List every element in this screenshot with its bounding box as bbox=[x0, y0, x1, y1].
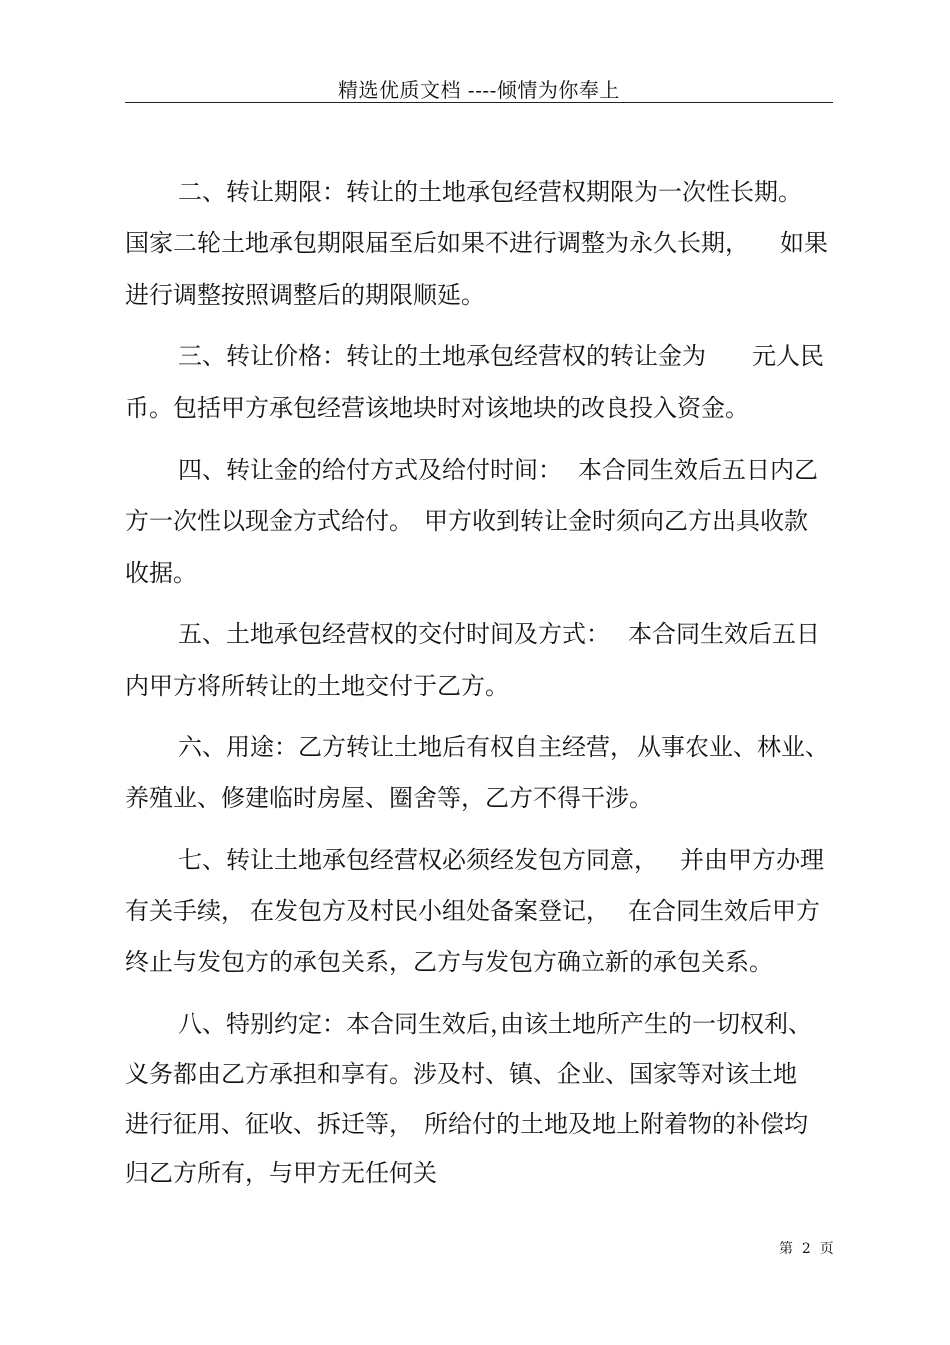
text-line: 五、土地承包经营权的交付时间及方式： bbox=[178, 620, 610, 648]
text-line: 二、转让期限：转让的土地承包经营权期限为一次性长期。 bbox=[178, 178, 802, 206]
text-line: 方一次性以现金方式给付。 bbox=[125, 507, 413, 535]
text-line: 从事农业、林业、 bbox=[637, 733, 829, 761]
text-line: 收据。 bbox=[125, 559, 197, 587]
text-line: 七、转让土地承包经营权必须经发包方同意， bbox=[178, 846, 658, 874]
text-line: 养殖业、修建临时房屋、圈舍等，乙方不得干涉。 bbox=[125, 784, 653, 812]
text-line: 币。包括甲方承包经营该地块时对该地块的改良投入资金。 bbox=[125, 394, 749, 422]
text-line: 三、转让价格：转让的土地承包经营权的转让金为 bbox=[178, 342, 706, 370]
text-line: 有关手续， bbox=[125, 897, 245, 925]
text-line: 甲方收到转让金时须向乙方出具收款 bbox=[424, 507, 808, 535]
text-line: 八、特别约定：本合同生效后， bbox=[178, 1010, 514, 1038]
text-line: 内甲方将所转让的土地交付于乙方。 bbox=[125, 672, 509, 700]
text-line: 终止与发包方的承包关系，乙方与发包方确立新的承包关系。 bbox=[125, 948, 773, 976]
text-line: 由该土地所产生的一切权利、 bbox=[500, 1010, 812, 1038]
text-line: 并由甲方办理 bbox=[680, 846, 824, 874]
text-line: 进行征用、征收、拆迁等， bbox=[125, 1110, 413, 1138]
text-line: 如果 bbox=[780, 229, 828, 257]
text-line: 本合同生效后五日 bbox=[628, 620, 820, 648]
text-line: 四、转让金的给付方式及给付时间： bbox=[178, 456, 562, 484]
page-number: 第 2 页 bbox=[779, 1241, 834, 1257]
text-line: 国家二轮土地承包期限届至后如果不进行调整为永久长期， bbox=[125, 229, 749, 257]
text-line: 在发包方及村民小组处备案登记， bbox=[250, 897, 610, 925]
text-line: 本合同生效后五日内乙 bbox=[578, 456, 818, 484]
text-line: 六、用途：乙方转让土地后有权自主经营， bbox=[178, 733, 634, 761]
header-title: 精选优质文档 ----倾情为你奉上 bbox=[338, 78, 620, 102]
text-line: 义务都由乙方承担和享有。涉及村、镇、企业、国家等对该土地 bbox=[125, 1060, 797, 1088]
page-header bbox=[125, 70, 833, 103]
text-line: 在合同生效后甲方 bbox=[628, 897, 820, 925]
text-line: 进行调整按照调整后的期限顺延。 bbox=[125, 281, 485, 309]
text-line: 归乙方所有，与甲方无任何关 bbox=[125, 1159, 437, 1187]
text-line: 元人民 bbox=[752, 342, 824, 370]
text-line: 所给付的土地及地上附着物的补偿均 bbox=[424, 1110, 808, 1138]
